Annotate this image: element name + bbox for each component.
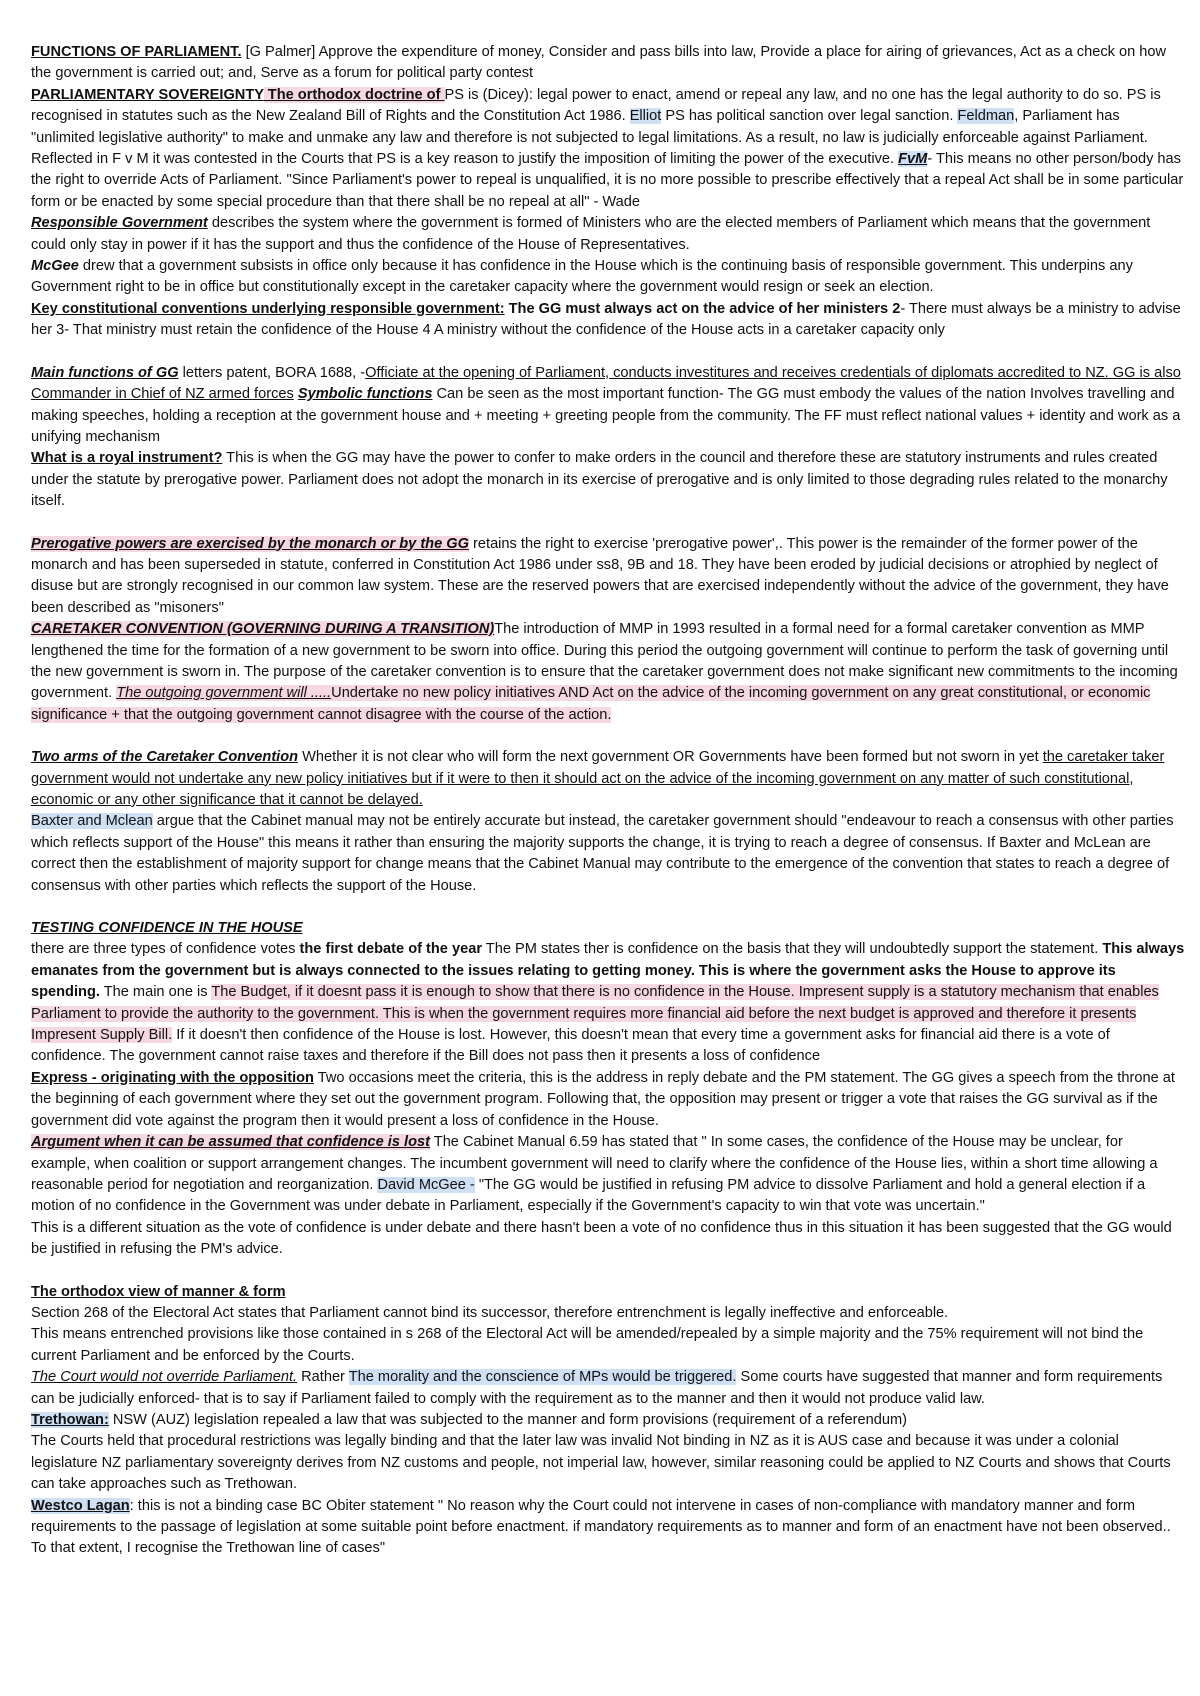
responsible-paragraph — [31, 213, 1186, 256]
argument-heading: Argument when it can be assumed that confidence is lost — [31, 1134, 430, 1151]
trethowan-held: The Courts held that procedural restrictions was legally binding and that the later law was invalid Not binding in NZ as it is AUS case and because it was under a colonial legislature NZ parliamentary sovereignty derives from NZ customs and people, not imperial law, however, similar reasoning could be applied to NZ Courts and shows that Courts can take approaches such as Trethowan. — [31, 1433, 1171, 1493]
confidence-text-2: The PM states ther is confidence on the basis that they will undoubtedly support the statement. — [482, 941, 1103, 958]
caretaker-paragraph — [31, 619, 1186, 726]
mcgee-text: drew that a government subsists in office only because it has confidence in the House which is the continuing basis of responsible government. This underpins any Government right to be in office but constitutionally except in the caretaker capacity where the government would resign or seek an election. — [31, 258, 1133, 296]
confidence-bold-2: This always emanates from the government but is always connected to the issues relating to getting money. This is where the government asks the House to approve its spending. — [31, 941, 1185, 1001]
trethowan-paragraph — [31, 1410, 1186, 1431]
confidence-heading: TESTING CONFIDENCE IN THE HOUSE — [31, 920, 303, 937]
baxter-name: Baxter and Mclean — [31, 813, 153, 830]
confidence-heading-line — [31, 918, 1186, 939]
morality-highlight: The morality and the conscience of MPs would be triggered. — [348, 1369, 737, 1386]
express-heading: Express - originating with the opposition — [31, 1069, 314, 1086]
westco-text: : this is not a binding case BC Obiter statement " No reason why the Court could not intervene in cases of non-compliance with mandatory manner and form requirements to the passage of legislation at some suitable point before enactment. if mandatory requirements as to manner and form of an enactment have not been observed.. To that extent, I recognise the Trethowan line of cases" — [31, 1497, 1171, 1557]
gg-heading: Main functions of GG — [31, 364, 179, 381]
gg-paragraph — [31, 363, 1186, 449]
mcgee-paragraph — [31, 256, 1186, 299]
trethowan-name: Trethowan: — [31, 1411, 109, 1428]
david-mcgee-highlight: David McGee - — [377, 1176, 475, 1193]
royal-text: This is when the GG may have the power to confer to make orders in the council and therefore these are statutory instruments and rules created under the statute by prerogative power. Parliament does not adopt the monarch in its exercise of prerogative and is only limited to those degrading rules related to the monarchy itself. — [31, 450, 1168, 510]
conventions-bold: The GG must always act on the advice of her ministers 2 — [504, 300, 901, 317]
sovereignty-text-3: , Parliament has "unlimited legislative authority" to make and unmake any law and therefore is not subjected to legal limitations. As a result, no law is judicially enforceable against Parliament. Reflected in F v M it was contested in the Courts that PS is a key reason to justify the imposition of limiting the power of the executive. — [31, 108, 1148, 168]
sovereignty-text-4: - This means no other person/body has the right to override Acts of Parliament. "Since Parliament's power to repeal is unqualified, it is no more possible to prescribe effectively that a repeal Act shall be in some particular form or be enacted by some special procedure than that there shall be no repeal at all" - Wade — [31, 151, 1184, 210]
conventions-text: - There must always be a ministry to advise her 3- That ministry must retain the confidence of the House 4 A ministry without the confidence of the House acts in a caretaker capacity only — [31, 300, 1181, 339]
functions-paragraph — [31, 42, 1186, 85]
feldman-highlight: Feldman — [957, 108, 1015, 125]
document-page — [31, 42, 1186, 1560]
prerogative-text: retains the right to exercise 'prerogative power',. This power is the remainder of the former power of the monarch and has been superseded in statute, conferred in Constitution Act 1986 under ss8, 9B and 18. They have been eroded by judicial decisions or atrophied by neglect of disuse but are strongly recognised in our common law system. These are the reserved powers that are exercised independently without the advice of the government, they have been described as "misoners" — [31, 535, 1169, 616]
sovereignty-paragraph — [31, 85, 1186, 213]
symbolic-functions: Symbolic functions — [297, 386, 433, 403]
manner-line-1: Section 268 of the Electoral Act states that Parliament cannot bind its successor, therefore entrenchment is legally ineffective and enforceable. — [31, 1304, 949, 1321]
gg-text-2: Can be seen as the most important function- The GG must embody the values of the nation Involves travelling and making speeches, holding a reception at the government house and + meeting + greeting people from the community. The FF must reflect national values + identity and work as a unifying mechanism — [31, 386, 1181, 445]
gg-text-1: letters patent, BORA 1688, - — [178, 364, 366, 381]
two-arms-underlined: the caretaker taker government would not undertake any new policy initiatives but if it were to then it should act on the advice of the incoming government on any matter of such constitutional, economic or any other significance that it cannot be delayed. — [31, 749, 1165, 808]
spacer — [31, 726, 1186, 747]
express-text: Two occasions meet the criteria, this is the address in reply debate and the PM statement. The GG gives a speech from the throne at the beginning of each government where they set out the government program. Following that, the opposition may present or trigger a vote that raises the GG survival as if the government did vote against the program then it would present a loss of confidence in the House. — [31, 1069, 1175, 1129]
argument-paragraph — [31, 1132, 1186, 1218]
confidence-text-3: The main one is — [99, 984, 212, 1001]
different-paragraph: This is a different situation as the vote of confidence is under debate and there hasn't been a vote of no confidence thus in this situation it has been suggested that the GG would be justified in refusing the PM's advice. — [31, 1219, 1172, 1258]
royal-paragraph — [31, 448, 1186, 512]
fvm-case: FvM — [898, 151, 928, 168]
court-statement: The Court would not override Parliament. — [31, 1369, 298, 1386]
manner-heading-line — [31, 1282, 1186, 1303]
baxter-text: argue that the Cabinet manual may not be entirely accurate but instead, the caretaker government should "endeavour to reach a consensus with other parties which reflects support of the House" this means it rather than ensuring the majority supports the change, it is trying to reach a degree of consensus. If Baxter and McLean are correct then the establishment of majority support for change means that the Cabinet Manual may contribute to the emergence of the convention that states to reach a degree of consensus with other parties which reflects the support of the House. — [31, 813, 1174, 894]
functions-heading: FUNCTIONS OF PARLIAMENT. — [31, 44, 242, 60]
two-arms-paragraph — [31, 747, 1186, 811]
outgoing-government: The outgoing government will ..... — [116, 685, 332, 702]
orthodox-doctrine: The orthodox doctrine of — [263, 86, 445, 103]
sovereignty-heading: PARLIAMENTARY SOVEREIGNTY — [31, 86, 264, 103]
manner-heading: The orthodox view of manner & form — [31, 1283, 286, 1300]
caretaker-text: The introduction of MMP in 1993 resulted in a formal need for a formal caretaker convention as MMP lengthened the time for the formation of a new government to be sworn into office. During this period the outgoing government will continue to perform the task of governing until the new government is sworn in. The purpose of the caretaker convention is to ensure that the caretaker government does not make significant new commitments to the incoming government. — [31, 621, 1178, 702]
prerogative-heading: Prerogative powers are exercised by the monarch or by the GG — [31, 535, 469, 552]
argument-text: The Cabinet Manual 6.59 has stated that " In some cases, the confidence of the House may be unclear, for example, when coalition or support arrangement changes. The incumbent government will need to clarify where the confidence of the House lies, within a short time allowing a reasonable period for negotiation and reorganization. — [31, 1134, 1158, 1193]
functions-text: [G Palmer] Approve the expenditure of money, Consider and pass bills into law, Provide a place for airing of grievances, Act as a check on how the government is carried out; and, Serve as a forum for political party contest — [31, 44, 1167, 82]
spacer — [31, 342, 1186, 363]
conventions-paragraph — [31, 299, 1186, 342]
conventions-heading: Key constitutional conventions underlying responsible government: — [31, 300, 505, 317]
court-paragraph — [31, 1367, 1186, 1410]
prerogative-paragraph — [31, 534, 1186, 620]
manner-text-3: Some courts have suggested that manner and form requirements can be judicially enforced- that is to say if Parliament failed to comply with the requirement as to the manner and then it would not produce valid law. — [31, 1369, 1163, 1407]
gg-underlined: Officiate at the opening of Parliament, conducts investitures and receives credentials of diplomats accredited to NZ. GG is also Commander in Chief of NZ armed forces — [31, 364, 1181, 403]
sovereignty-text-1: PS is (Dicey): legal power to enact, amend or repeal any law, and no one has the legal authority to do so. PS is recognised in statutes such as the New Zealand Bill of Rights and the Constitution Act 1986. — [31, 86, 1161, 125]
mcgee-name: McGee — [31, 258, 79, 275]
westco-name: Westco Lagan — [31, 1497, 130, 1514]
sovereignty-text-2: PS has political sanction over legal sanction. — [661, 108, 958, 125]
elliot-highlight: Elliot — [629, 108, 662, 125]
baxter-paragraph — [31, 811, 1186, 897]
two-arms-text: Whether it is not clear who will form the next government OR Governments have been formed but not sworn in yet — [298, 749, 1043, 766]
confidence-text-1: there are three types of confidence votes — [31, 941, 300, 958]
express-paragraph — [31, 1068, 1186, 1132]
trethowan-text: NSW (AUZ) legislation repealed a law that was subjected to the manner and form provisions (requirement of a referendum) — [108, 1411, 908, 1428]
caretaker-highlight: Undertake no new policy initiatives AND Act on the advice of the incoming government on any great constitutional, or economic significance + that the outgoing government cannot disagree with the course of the action. — [31, 685, 1151, 723]
budget-highlight: The Budget, if it doesnt pass it is enough to show that there is no confidence in the House. Impresent supply is a statutory mechanism that enables Parliament to provide the authority to the government. This is when the government requires more financial aid before the next budget is approved and therefore it presents Impresent Supply Bill. — [31, 984, 1159, 1044]
responsible-heading: Responsible Government — [31, 215, 208, 232]
argument-text-2: "The GG would be justified in refusing PM advice to dissolve Parliament and hold a general election if a motion of no confidence in the Government was under debate in Parliament, especially if the Government's capacity to win that vote was uncertain." — [31, 1176, 1146, 1215]
royal-heading: What is a royal instrument? — [31, 450, 223, 467]
manner-line-2: This means entrenched provisions like those contained in s 268 of the Electoral Act will be amended/repealed by a simple majority and the 75% requirement will not bind the current Parliament and be enforced by the Courts. — [31, 1326, 1144, 1364]
spacer — [31, 1261, 1186, 1282]
two-arms-heading: Two arms of the Caretaker Convention — [31, 749, 299, 766]
spacer — [31, 513, 1186, 534]
spacer — [31, 897, 1186, 918]
confidence-bold-1: the first debate of the year — [299, 941, 482, 958]
rather-text: Rather — [297, 1369, 349, 1386]
caretaker-heading: CARETAKER CONVENTION (GOVERNING DURING A TRANSITION) — [31, 621, 495, 638]
confidence-text-4: If it doesn't then confidence of the House is lost. However, this doesn't mean that every time a government asks for financial aid there is a vote of confidence. The government cannot raise taxes and therefore if the Bill does not pass then it presents a loss of confidence — [31, 1027, 1110, 1065]
responsible-text: describes the system where the government is formed of Ministers who are the elected members of Parliament which means that the government could only stay in power if it has the support and thus the confidence of the House of Representatives. — [31, 215, 1151, 253]
westco-paragraph — [31, 1496, 1186, 1560]
confidence-paragraph — [31, 939, 1186, 1067]
